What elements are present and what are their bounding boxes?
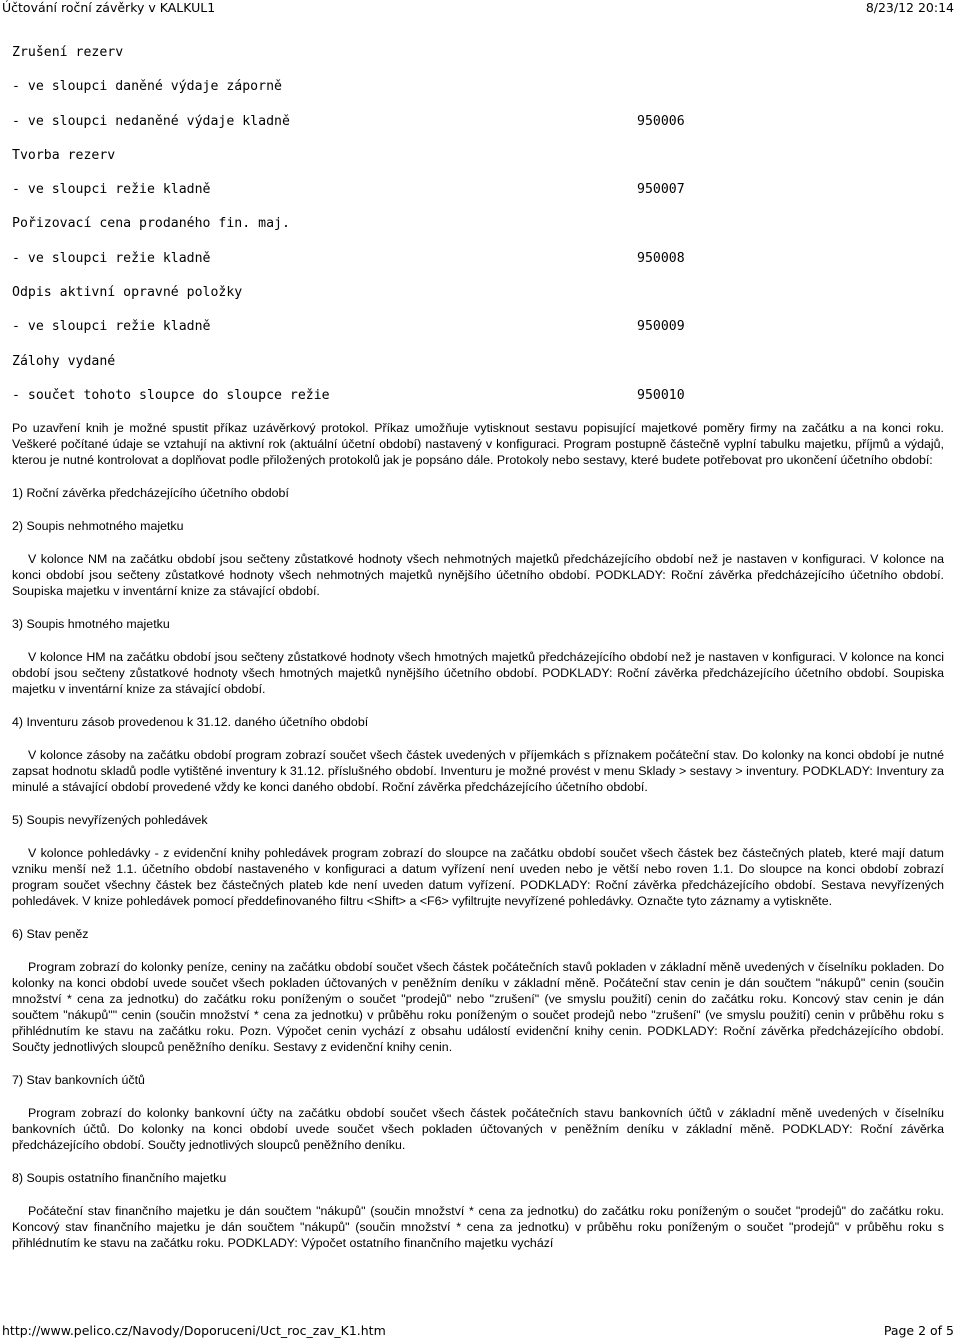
print-footer [0,1323,960,1339]
section-body: V kolonce zásoby na začátku období program zobrazí součet všech částek uvedených v příjemkách s příznakem počáteční stav. Do kolonky na konci období je nutné zapsat hodnotu skladů podle vytištěné inventury k 31.12. příslušného období. Inventuru je možné provést v menu Sklady > sestavy > inventury. PODKLADY: Inventury za minulé a stávající období provedené vždy ke konci daného období. Roční závěrka předcházejícího účetního období. [12,748,944,794]
account-code: 950006 [637,113,685,129]
code-row-text: Pořizovací cena prodaného fin. maj. [12,216,290,232]
page-number: Page 2 of 5 [883,1323,954,1338]
code-row-text: - ve sloupci daněné výdaje záporně [12,79,282,95]
code-row [12,181,912,198]
section-body: V kolonce NM na začátku období jsou sečteny zůstatkové hodnoty všech nehmotných majetků předcházejícího období než je nastaven v konfiguraci. V kolonce na konci období jsou sečteny zůstatkové hodnoty všech nehmotných majetků nynějšího účetního období. PODKLADY: Roční závěrka předcházejícího účetního období. Soupiska majetku v inventární knize za stávající období. [12,552,944,598]
code-row-text: - ve sloupci režie kladně [12,319,211,335]
code-row [12,353,912,370]
section-heading: 8) Soupis ostatního finančního majetku [12,1171,227,1185]
code-row [12,78,912,95]
print-header [0,0,960,16]
code-row [12,284,912,301]
code-row [12,387,912,404]
code-row [12,318,912,335]
code-row-text: Zrušení rezerv [12,45,124,60]
account-code-list [12,44,912,421]
code-row-text: - ve sloupci režie kladně [12,250,211,266]
section-heading: 5) Soupis nevyřízených pohledávek [12,813,208,827]
source-url[interactable]: http://www.pelico.cz/Navody/Doporuceni/Uct_roc_zav_K1.htm [2,1323,386,1338]
section-body: Program zobrazí do kolonky bankovní účty na začátku období součet všech částek počátečních stavu bankovních účtů v základní měně uvedených v číselníku bankovních účtů. Do kolonky na konci období uvede součet všech pokladen účtovaných v peněžním deníku v základní měně. PODKLADY: Roční závěrka předcházejícího období. Součty jednotlivých sloupců peněžního deníku. [12,1106,944,1152]
section-body: V kolonce pohledávky - z evidenční knihy pohledávek program zobrazí do sloupce na začátku období součet všech částek bez částečných plateb, které mají datum vzniku menší než 1.1. účetního období nastaveného v konfiguraci a datum vyřízení není uveden nebo je větší nebo roven 1.1. Do sloupce na konci období zobrazí program součet všechny částek bez částečných plateb kde není uveden datum vyřízení. PODKLADY: Roční závěrka předcházejícího období. Sestava nevyřízených pohledávek. V knize pohledávek pomocí předdefinovaného filtru <Shift> a <F6> vyfiltrujte nevyřízené pohledávky. Označte tyto záznamy a vytiskněte. [12,846,944,908]
section-heading: 6) Stav peněz [12,927,89,941]
code-row-text: - ve sloupci nedaněné výdaje kladně [12,113,290,129]
code-row [12,147,912,164]
code-row-text: Odpis aktivní opravné položky [12,285,243,301]
section-heading: 7) Stav bankovních účtů [12,1073,145,1087]
section-heading: 2) Soupis nehmotného majetku [12,519,184,533]
intro-paragraph: Po uzavření knih je možné spustit příkaz uzávěrkový protokol. Příkaz umožňuje vytisknout sestavu popisující majetkové poměry firmy na začátku a na konci roku. Veškeré počítané údaje se vztahují na aktivní rok (aktuální účetní období) nastavený v konfiguraci. Program postupně částečně vyplní tabulku majetku, příjmů a výdajů, kterou je nutné kontrolovat a doplňovat podle přiložených protokolů jak je popsáno dále. Protokoly nebo sestavy, které budete potřebovat pro ukončení účetního období: [12,421,944,467]
code-row [12,113,912,130]
document-body [12,420,944,1251]
section-heading: 3) Soupis hmotného majetku [12,617,170,631]
code-row-text: - součet tohoto sloupce do sloupce režie [12,387,330,403]
section-heading: 4) Inventuru zásob provedenou k 31.12. daného účetního období [12,715,369,729]
print-datetime: 8/23/12 20:14 [865,0,954,15]
code-row [12,215,912,232]
section-body: Program zobrazí do kolonky peníze, ceniny na začátku období součet všech částek počátečních stavů pokladen v základní měně uvedených v číselníku pokladen. Do kolonky na konci období uvede součet všech pokladen účtovaných v peněžním deníku v základní měně. Počáteční stav cenin je dán součtem "nákupů" cenin (součin množství * cena za jednotku) do začátku roku poníženým o součet "prodejů" nebo "zrušení" (ve smyslu použití) cenin do začátku roku. Koncový stav cenin je dán součtem "nákupů"" cenin (součin množství * cena za jednotku) v průběhu roku poníženým o součet prodejů nebo "zrušení" (ve smyslu použití) cenin v průběhu roku s přihlédnutím ke stavu na začátku roku. Pozn. Výpočet cenin vychází z obsahu událostí evidenční knihy cenin. PODKLADY: Roční závěrka předcházejícího období. Součty jednotlivých sloupců peněžního deníku. Sestavy z evidenční knihy cenin. [12,960,944,1054]
account-code: 950010 [637,387,685,403]
code-row-text: - ve sloupci režie kladně [12,182,211,198]
code-row-text: Zálohy vydané [12,353,116,369]
code-row [12,44,912,61]
section-heading: 1) Roční závěrka předcházejícího účetního období [12,486,289,500]
code-row [12,250,912,267]
code-row-text: Tvorba rezerv [12,147,116,163]
account-code: 950009 [637,319,685,335]
account-code: 950008 [637,250,685,266]
document-title: Účtování roční závěrky v KALKUL1 [2,0,216,15]
account-code: 950007 [637,182,685,198]
section-body: Počáteční stav finančního majetku je dán součtem "nákupů" (součin množství * cena za jednotku) do začátku roku poníženým o součet "prodejů" do začátku roku. Koncový stav finančního majetku je dán součtem "nákupů" (součin množství * cena za jednotku) v průběhu roku poníženým o součet "prodejů" v průběhu roku s přihlédnutím ke stavu na začátku roku. PODKLADY: Výpočet ostatního finančního majetku vychází [12,1204,944,1250]
section-body: V kolonce HM na začátku období jsou sečteny zůstatkové hodnoty všech hmotných majetků předcházejícího období než je nastaven v konfiguraci. V kolonce na konci období jsou sečteny zůstatkové hodnoty všech hmotných majetků nynějšího účetního období. PODKLADY: Roční závěrka předcházejícího účetního období. Soupiska majetku v inventární knize za stávající období. [12,650,944,696]
